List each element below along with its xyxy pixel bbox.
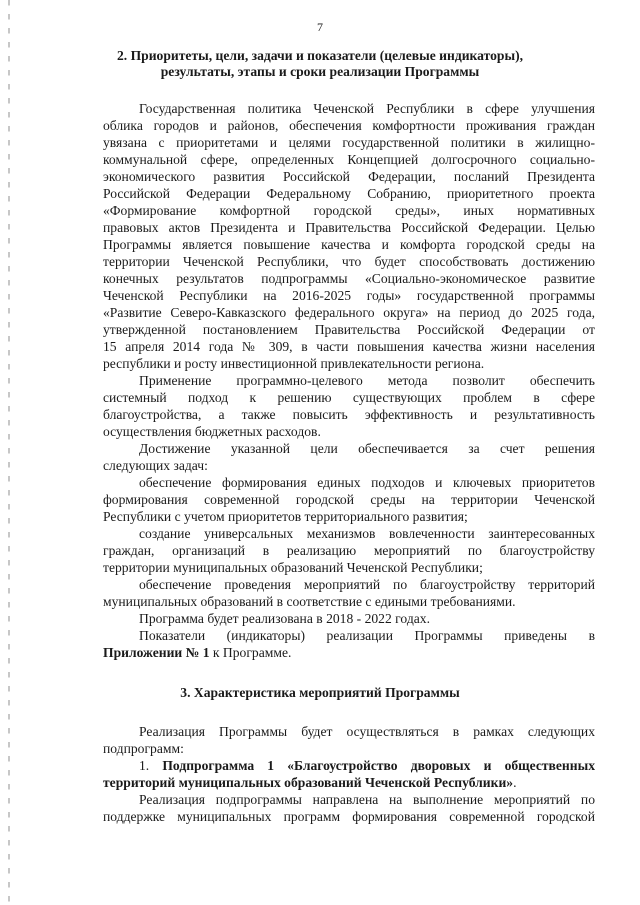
subprogram-1-title: Подпрограмма 1 «Благоустройство дворовых и общественных — [162, 758, 596, 773]
paragraph-line: утвержденной постановлением Правительства Российской Федерации от — [103, 322, 595, 337]
paragraph-line: территории муниципальных образований Чеченской Республики; — [103, 560, 483, 575]
paragraph-line: Российской Федерации Федеральному Собранию, приоритетного проекта — [103, 186, 595, 201]
scan-margin-marks — [8, 0, 10, 905]
subprogram-1-period: . — [513, 775, 517, 790]
paragraph-line: Показатели (индикаторы) реализации Программы приведены в — [139, 628, 595, 643]
paragraph-line: благоустройства, а также повысить эффективность и результативность — [103, 407, 595, 422]
paragraph-line: обеспечение формирования единых подходов и ключевых приоритетов — [139, 475, 595, 490]
subprogram-1-title-cont: территорий муниципальных образований Чеченской Республики» — [103, 775, 514, 790]
page-number: 7 — [317, 20, 323, 34]
paragraph-line: Применение программно-целевого метода позволит обеспечить — [139, 373, 595, 388]
appendix-reference-rest: к Программе. — [209, 645, 292, 660]
paragraph-line: Государственная политика Чеченской Республики в сфере улучшения — [139, 101, 595, 116]
section-2-heading-line-1: 2. Приоритеты, цели, задачи и показатели (целевые индикаторы), — [117, 48, 523, 63]
paragraph-line: Реализация Программы будет осуществляться в рамках следующих — [139, 724, 595, 739]
paragraph-line: «Формирование комфортной городской среды», иных нормативных — [103, 203, 595, 218]
paragraph-line: системный подход к решению существующих проблем в сфере — [103, 390, 595, 405]
paragraph-line: Чеченской Республики на 2016-2025 годы» государственной программы — [103, 288, 595, 303]
section-3-heading: 3. Характеристика мероприятий Программы — [180, 685, 460, 700]
appendix-reference-line — [103, 645, 291, 661]
paragraph-line: правовых актов Президента и Правительства Российской Федерации. Целью — [103, 220, 595, 235]
paragraph-line: осуществления бюджетных расходов. — [103, 424, 321, 439]
paragraph-line: конечных результатов подпрограммы «Социально-экономическое развитие — [103, 271, 595, 286]
paragraph-line: граждан, организаций в реализацию мероприятий по благоустройству — [103, 543, 595, 558]
paragraph-line: «Развитие Северо-Кавказского федерального округа» на период до 2025 года, — [103, 305, 595, 320]
subprogram-number: 1. — [139, 758, 163, 773]
subprogram-1-line-1 — [139, 758, 595, 774]
paragraph-line: обеспечение проведения мероприятий по благоустройству территорий — [139, 577, 595, 592]
paragraph-line: коммунальной сфере, определенных Концепцией долгосрочного социально- — [103, 152, 595, 167]
paragraph-line: 15 апреля 2014 года № 309, в части повышения качества жизни населения — [103, 339, 595, 354]
paragraph-line: республики и росту инвестиционной привлекательности региона. — [103, 356, 485, 371]
paragraph-line: Программа будет реализована в 2018 - 2022 годах. — [139, 611, 430, 626]
appendix-reference-bold: Приложении № 1 — [103, 645, 210, 660]
section-2-heading-line-2: результаты, этапы и сроки реализации Программы — [160, 64, 480, 79]
paragraph-line: экономического развития Российской Федерации, посланий Президента — [103, 169, 595, 184]
paragraph-line: Реализация подпрограммы направлена на выполнение мероприятий по — [139, 792, 595, 807]
paragraph-line: территории Чеченской Республики, что будет способствовать достижению — [103, 254, 595, 269]
paragraph-line: Достижение указанной цели обеспечивается за счет решения — [139, 441, 595, 456]
paragraph-line: облика городов и районов, обеспечения комфортности проживания граждан — [103, 118, 595, 133]
paragraph-line: формирования современной городской среды на территории Чеченской — [103, 492, 595, 507]
paragraph-line: создание универсальных механизмов вовлеченности заинтересованных — [139, 526, 595, 541]
paragraph-line: следующих задач: — [103, 458, 208, 473]
paragraph-line: Программы является повышение качества и комфорта городской среды на — [103, 237, 595, 252]
paragraph-line: увязана с приоритетами и целями государственной политики в жилищно- — [103, 135, 595, 150]
section-2-heading — [0, 48, 640, 80]
paragraph-line: поддержке муниципальных программ формирования современной городской — [103, 809, 595, 824]
paragraph-line: подпрограмм: — [103, 741, 184, 756]
paragraph-line: Республики с учетом приоритетов территориального развития; — [103, 509, 468, 524]
subprogram-1-line-2 — [103, 775, 517, 791]
paragraph-line: муниципальных образований в соответствие с едиными требованиями. — [103, 594, 516, 609]
